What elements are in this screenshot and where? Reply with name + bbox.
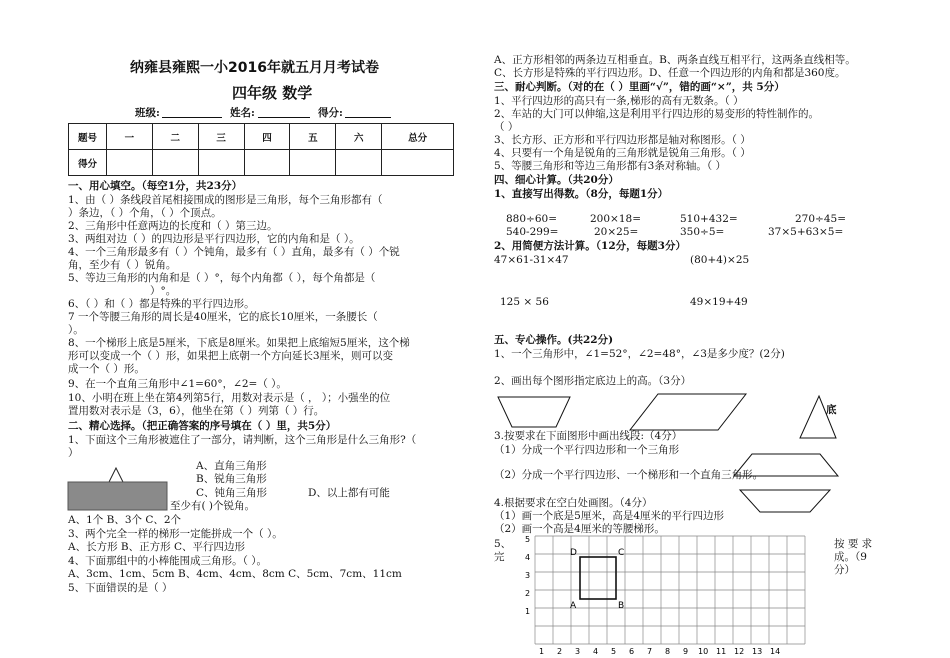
q10-line2: 置用数对表示是（3，6），他坐在第（ ）列第（ ）行。 [68, 405, 325, 417]
q5-line2: ）°。 [150, 285, 177, 297]
calc-item: 540-299= [506, 226, 559, 238]
c1-option-b[interactable]: B、锐角三角形 [196, 473, 267, 485]
grid-x-label: 4 [593, 647, 599, 656]
score-table-header-row [69, 124, 454, 150]
c3-options[interactable]: A、长方形 B、正方形 C、平行四边形 [68, 541, 246, 553]
calc-item: 37×5+63×5= [768, 226, 844, 238]
j4: 4、只要有一个角是锐角的三角形就是锐角三角形。（ ） [494, 147, 751, 159]
q8-line1: 8、一个梯形上底是5厘米，下底是8厘米。如果把上底缩短5厘米，这个梯 [68, 337, 410, 349]
o4: 4.根据要求在空白处画图。（4分） [494, 497, 653, 509]
score-table-cell: 得分 [69, 150, 107, 176]
class-label: 班级: [135, 107, 160, 119]
o3: 3.按要求在下面图形中画出线段:（4分） [494, 430, 683, 442]
point-d-label: D [570, 548, 577, 558]
section3-title: 三、耐心判断。（对的在（ ）里画“√”，错的画“×”，共 5分） [494, 81, 785, 93]
score-input-cell[interactable] [382, 150, 454, 176]
grid-y-label: 3 [525, 571, 531, 580]
q3: 3、两组对边（ ）的四边形是平行四边形，它的内角和是（ ）。 [68, 233, 360, 245]
grid-x-label: 2 [557, 647, 563, 656]
simplify-item: 47×61-31×47 [494, 254, 569, 266]
j2-line2: （ ） [494, 121, 519, 133]
grid-x-label: 8 [665, 647, 671, 656]
square-abcd [580, 557, 616, 599]
q1-line2: ）条边，（ ）个角，（ ）个顶点。 [68, 207, 222, 219]
section2-title: 二、精心选择。（把正确答案的序号填在（ ）里，共5分） [68, 420, 337, 432]
calc-item: 200×18= [590, 213, 641, 225]
q6: 6、（ ）和（ ）都是特殊的平行四边形。 [68, 298, 255, 310]
grid-x-label: 5 [611, 647, 617, 656]
score-input-cell[interactable] [152, 150, 198, 176]
section4-part1: 1、直接写出得数。（8分，每题1分） [494, 188, 669, 200]
q4-line1: 4、一个三角形最多有（ ）个钝角，最多有（ ）直角，最多有（ ）个锐 [68, 246, 400, 258]
section5-title: 五、专心操作。(共22分) [494, 334, 614, 346]
j2-line1: 2、车站的大门可以伸缩,这是利用平行四边形的易变形的特性制作的。 [494, 108, 820, 120]
name-label: 姓名: [230, 107, 255, 119]
q10-line1: 10、小明在班上坐在第4列第5行，用数对表示是（ ， ）；小强坐的位 [68, 392, 391, 404]
calc-item: 880÷60= [506, 213, 557, 225]
o5-instruction-line2: 成。（9 [834, 551, 867, 563]
grid-x-label: 9 [683, 647, 689, 656]
score-table-cell: 题号 [69, 124, 107, 150]
grid-x-labels [539, 647, 780, 656]
score-input-cell[interactable] [336, 150, 382, 176]
grid-x-label: 3 [575, 647, 581, 656]
score-input-cell[interactable] [290, 150, 336, 176]
grid-x-label: 7 [647, 647, 653, 656]
j1: 1、平行四边形的高只有一条,梯形的高有无数条。（ ） [494, 95, 744, 107]
o3-part2: （2）分成一个平行四边形、一个梯形和一个直角三角形。 [494, 469, 764, 481]
q7-line2: ）。 [68, 324, 84, 336]
q5-line1: 5、等边三角形的内角和是（ ）°，每个内角都（ ），每个角都是（ [68, 272, 376, 284]
score-table-score-row [69, 150, 454, 176]
o3-second-shape [740, 490, 830, 512]
c1-line2: ） [68, 447, 79, 459]
grid-y-label: 1 [525, 607, 531, 616]
score-input-cell[interactable] [106, 150, 152, 176]
o1: 1、一个三角形中，∠1=52°，∠2=48°，∠3是多少度？(2分) [494, 348, 785, 360]
grid-x-label: 10 [698, 647, 709, 656]
section1-title: 一、用心填空。（每空1分，共23分） [68, 180, 243, 192]
grid-y-label: 5 [525, 535, 531, 544]
grid-x-label: 13 [752, 647, 763, 656]
point-b-label: B [618, 601, 625, 611]
point-c-label: C [618, 548, 625, 558]
q1-line1: 1、由（ ）条线段首尾相接围成的图形是三角形，每个三角形都有（ [68, 194, 383, 206]
trapezoid-shape [498, 397, 570, 427]
grid-y-label: 2 [525, 589, 531, 598]
parallelogram-shape [630, 394, 746, 430]
c1-option-a[interactable]: A、直角三角形 [196, 460, 267, 472]
section4-part2: 2、用简便方法计算。（12分，每题3分） [494, 240, 686, 252]
o5-word: 完 [494, 551, 505, 563]
o3-trapezoid-shape [734, 454, 838, 476]
calc-item: 270÷45= [795, 213, 846, 225]
name-field[interactable] [258, 117, 310, 118]
q4-line2: 角，至少有（ ）锐角。 [68, 259, 177, 271]
exam-title: 纳雍县雍熙一小2016年就五月月考试卷 [130, 60, 379, 76]
score-label: 得分: [318, 107, 343, 119]
c4-options[interactable]: A、3cm、1cm、5cm B、4cm、4cm、8cm C、5cm、7cm、11cm [68, 568, 402, 580]
score-table-cell: 四 [244, 124, 290, 150]
grid-x-label: 1 [539, 647, 545, 656]
o5-instruction-line3: 分） [834, 564, 855, 576]
calc-item: 510+432= [680, 213, 738, 225]
q8-line2: 形可以变成一个（ ）形，如果把上底朝一个方向延长3厘米，则可以变 [68, 350, 394, 362]
c5-options-cd[interactable]: C、长方形是特殊的平行四边形。D、任意一个四边形的内角和都是360度。 [494, 67, 846, 79]
simplify-item: 49×19+49 [690, 296, 748, 308]
j5: 5、等腰三角形和等边三角形都有3条对称轴。（ ） [494, 160, 726, 172]
o3-part1: （1）分成一个平行四边形和一个三角形 [494, 444, 680, 456]
coordinate-grid[interactable] [520, 530, 830, 655]
point-a-label: A [570, 601, 577, 611]
o4-part1: （1）画一个底是5厘米，高是4厘米的平行四边形 [494, 510, 725, 522]
o5-number: 5、 [494, 538, 512, 550]
c3-question: 3、两个完全一样的梯形一定能拼成一个（ ）。 [68, 528, 283, 540]
section4-title: 四、细心计算。（共20分） [494, 174, 619, 186]
score-table-cell: 二 [152, 124, 198, 150]
grid-y-label: 4 [525, 553, 531, 562]
score-table [68, 123, 454, 176]
c1-option-c[interactable]: C、钝角三角形 [196, 487, 268, 499]
o2: 2、画出每个图形指定底边上的高。（3分） [494, 375, 692, 387]
calc-item: 350÷5= [680, 226, 725, 238]
c2-options[interactable]: A、1个 B、3个 C、2个 [68, 514, 182, 526]
score-table-cell: 五 [290, 124, 336, 150]
cover-rectangle [68, 482, 167, 510]
grid-x-label: 12 [734, 647, 745, 656]
c5-question: 5、下面错误的是（ ） [68, 582, 173, 594]
q8-line3: 成一个（ ）形。 [68, 363, 145, 375]
c4-question: 4、下面那组中的小棒能围成三角形。（ ）。 [68, 555, 268, 567]
grid-x-label: 6 [629, 647, 635, 656]
score-field[interactable] [345, 117, 391, 118]
score-table-cell: 六 [336, 124, 382, 150]
triangle-shape [800, 396, 836, 438]
class-field[interactable] [162, 117, 222, 118]
grid-x-label: 11 [716, 647, 727, 656]
c2-question: 至少有( )个锐角。 [170, 500, 256, 512]
grid-x-label: 14 [770, 647, 781, 656]
grid-y-labels [525, 535, 530, 616]
q7-line1: 7 一个等腰三角形的周长是40厘米，它的底长10厘米，一条腰长（ [68, 311, 378, 323]
score-input-cell[interactable] [244, 150, 290, 176]
exam-subtitle: 四年级 数学 [232, 84, 313, 102]
o3-shapes [726, 450, 846, 520]
o4-part2: （2）画一个高是4厘米的等腰梯形。 [494, 523, 665, 535]
covered-triangle-figure [68, 466, 168, 512]
simplify-item: 125 × 56 [500, 296, 549, 308]
c5-options-ab[interactable]: A、正方形相邻的两条边互相垂直。B、两条直线互相平行，这两条直线相等。 [494, 54, 856, 66]
simplify-item: (80+4)×25 [690, 254, 750, 266]
calc-item: 20×25= [594, 226, 639, 238]
score-table-cell: 总分 [382, 124, 454, 150]
score-table-cell: 三 [198, 124, 244, 150]
q9: 9、在一个直角三角形中∠1=60°，∠2=（ ）。 [68, 378, 287, 390]
j3: 3、长方形、正方形和平行四边形都是轴对称图形。（ ） [494, 134, 751, 146]
score-input-cell[interactable] [198, 150, 244, 176]
base-label: 底 [826, 404, 837, 416]
q2: 2、三角形中任意两边的长度和（ ）第三边。 [68, 220, 278, 232]
c1-line1: 1、下面这个三角形被遮住了一部分，请判断，这个三角形是什么三角形?（ [68, 434, 417, 446]
score-table-cell: 一 [106, 124, 152, 150]
o5-instruction-line1: 按 要 求 [834, 538, 873, 550]
c1-option-d[interactable]: D、以上都有可能 [308, 487, 390, 499]
